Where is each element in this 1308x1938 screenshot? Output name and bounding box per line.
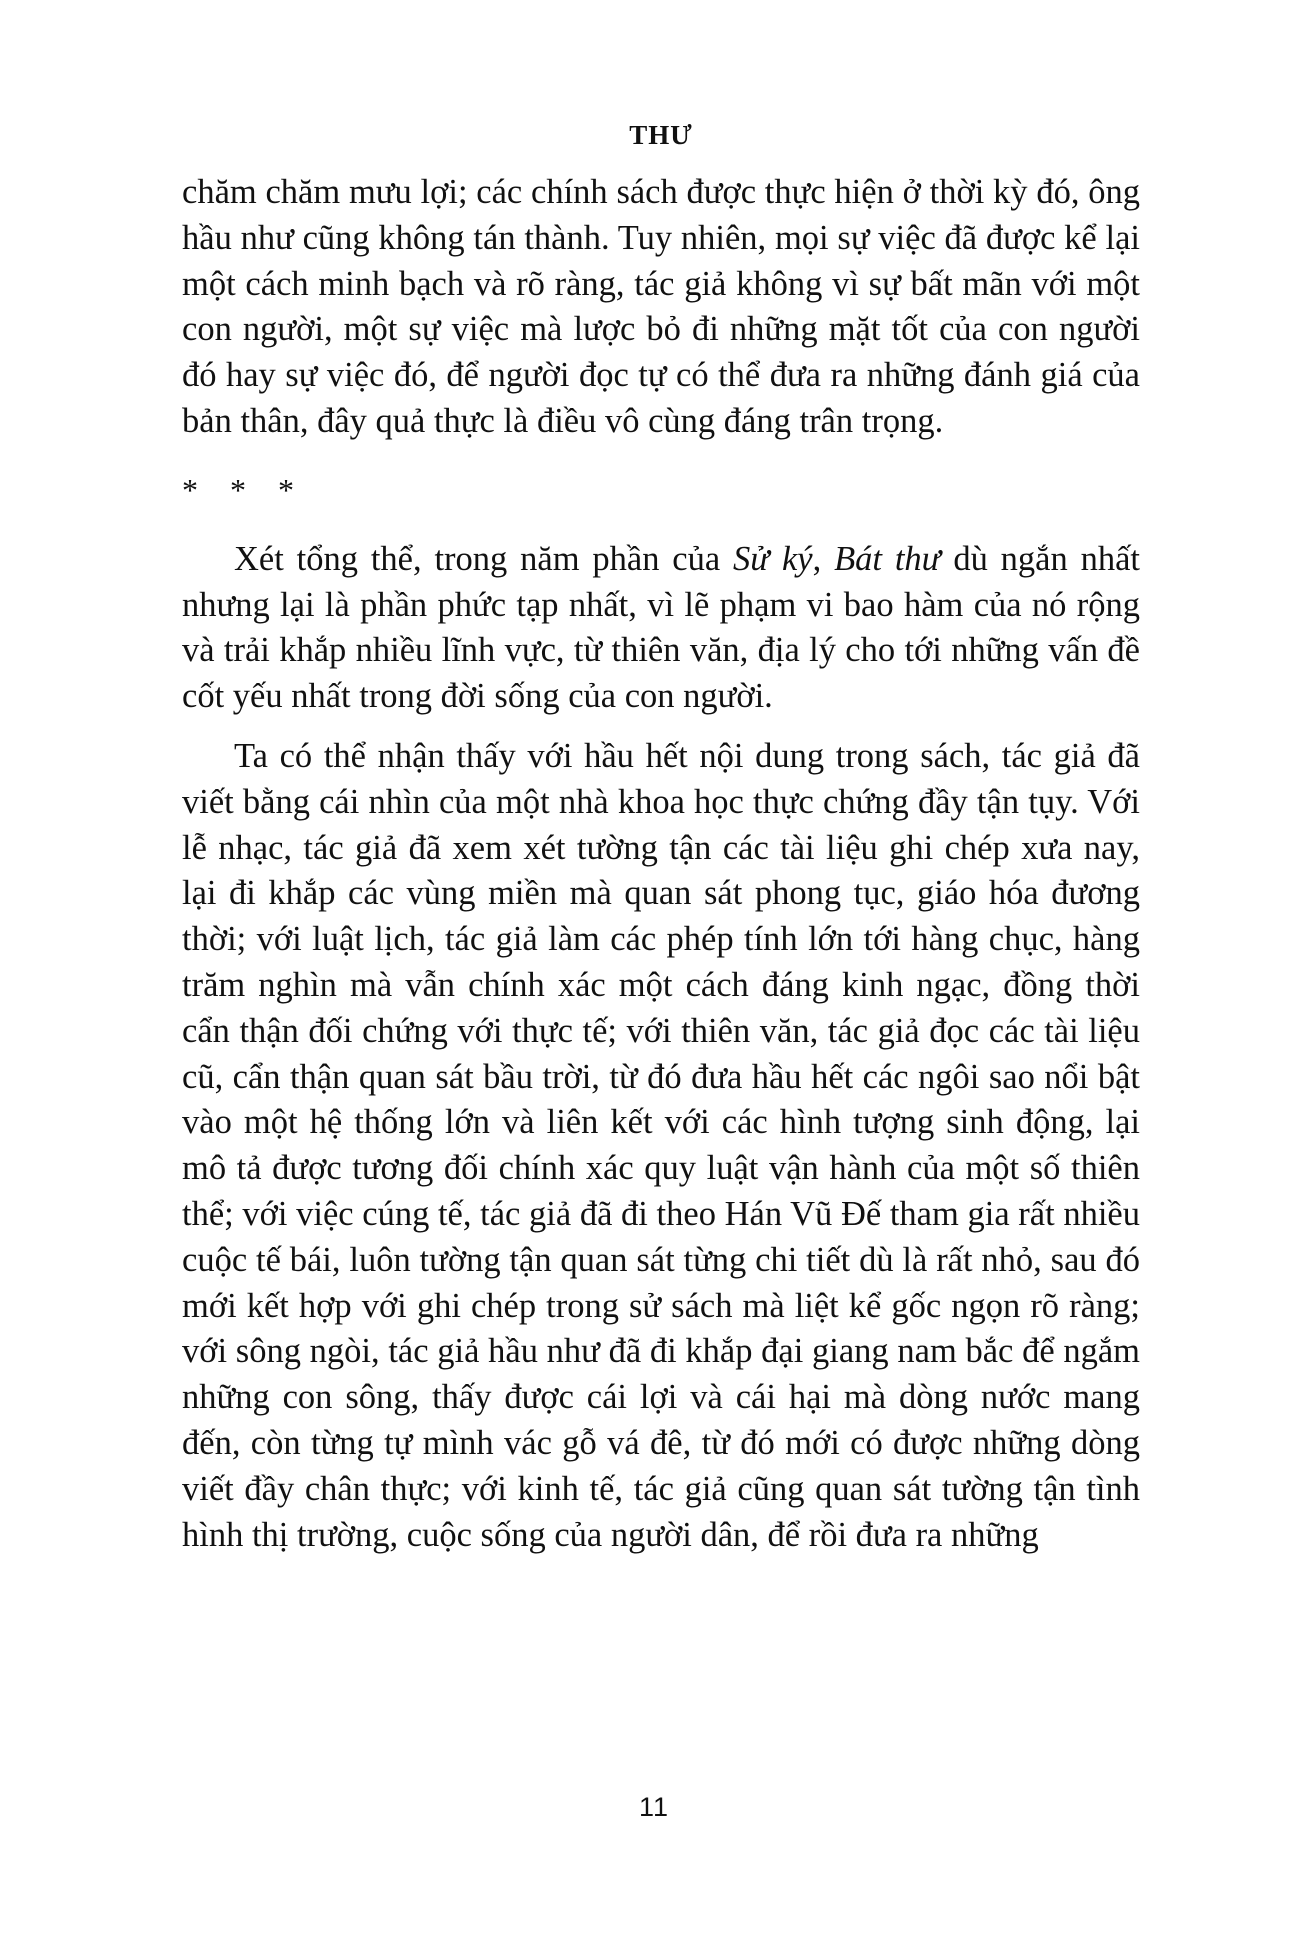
paragraph-text: Xét tổng thể, trong năm phần của [234,539,734,578]
paragraph-text: , [812,539,835,578]
paragraph-analysis: Ta có thể nhận thấy với hầu hết nội dung trong sách, tác giả đã viết bằng cái nhìn của một nhà khoa học thực chứng đầy tận tụy. Với lễ nhạc, tác giả đã xem xét tường tận các tài liệu ghi chép xưa nay, lại đi khắp các vùng miền mà quan sát phong tục, giáo hóa đương thời; với luật lịch, tác giả làm các phép tính lớn tới hàng chục, hàng trăm nghìn mà vẫn chính xác một cách đáng kinh ngạc, đồng thời cẩn thận đối chứng với thực tế; với thiên văn, tác giả đọc các tài liệu cũ, cẩn thận quan sát bầu trời, từ đó đưa hầu hết các ngôi sao nổi bật vào một hệ thống lớn và liên kết với các hình tượng sinh động, lại mô tả được tương đối chính xác quy luật vận hành của một số thiên thể; với việc cúng tế, tác giả đã đi theo Hán Vũ Đế tham gia rất nhiều cuộc tế bái, luôn tường tận quan sát từng chi tiết dù là rất nhỏ, sau đó mới kết hợp với ghi chép trong sử sách mà liệt kể gốc ngọn rõ ràng; với sông ngòi, tác giả hầu như đã đi khắp đại giang nam bắc để ngắm những con sông, thấy được cái lợi và cái hại mà dòng nước mang đến, còn từng tự mình vác gỗ vá đê, từ đó mới có được những dòng viết đầy chân thực; với kinh tế, tác giả cũng quan sát tường tận tình hình thị trường, cuộc sống của người dân, để rồi đưa ra những [182,736,1140,1554]
section-separator: * * * [182,471,306,508]
paragraph-overview [182,537,1140,720]
book-title-su-ky: Sử ký [733,539,813,578]
book-title-bat-thu: Bát thư [834,539,941,578]
book-page [182,118,1140,1558]
running-header-title: THƯ [629,120,693,150]
paragraph-text: dù ngắn nhất nhưng lại là phần phức tạp nhất, vì lẽ phạm vi bao hàm của nó rộng và trải khắp nhiều lĩnh vực, từ thiên văn, địa lý cho tới những vấn đề cốt yếu nhất trong đời sống của con người. [182,539,1140,716]
page-number: 11 [638,1792,670,1822]
body-text [182,170,1140,1558]
paragraph-continuation: chăm chăm mưu lợi; các chính sách được thực hiện ở thời kỳ đó, ông hầu như cũng không tán thành. Tuy nhiên, mọi sự việc đã được kể lại một cách minh bạch và rõ ràng, tác giả không vì sự bất mãn với một con người, một sự việc mà lược bỏ đi những mặt tốt của con người đó hay sự việc đó, để người đọc tự có thể đưa ra những đánh giá của bản thân, đây quả thực là điều vô cùng đáng trân trọng. [182,173,1140,440]
